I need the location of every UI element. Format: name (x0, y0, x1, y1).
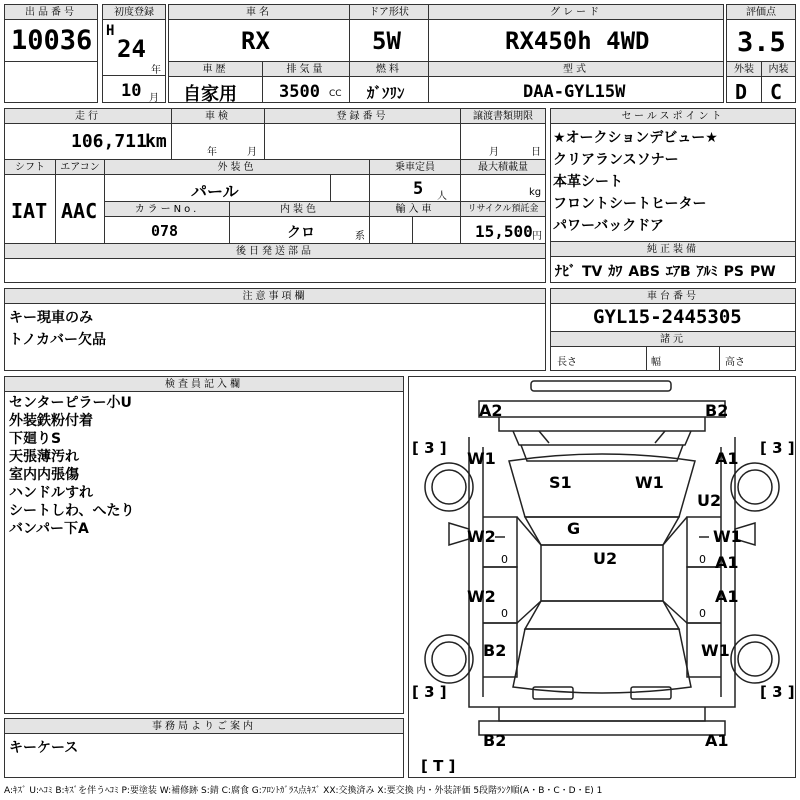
car-outline-svg (409, 377, 795, 777)
interior-color: クロ (287, 225, 315, 241)
interior-color-unit: 系 (355, 231, 365, 242)
color-no: 078 (151, 222, 179, 240)
import-label: 輸入車 (370, 202, 460, 217)
tire-rr-mark: [ 3 ] (760, 683, 795, 701)
fuel-label: 燃料 (350, 62, 428, 77)
transfer-month-unit: 月 (489, 147, 499, 158)
load-unit: kg (529, 187, 542, 198)
main-info-box (168, 4, 724, 103)
mark-quarter-right: W1 (701, 641, 730, 660)
reg-year: 24 (117, 35, 146, 63)
mark-roof: G (567, 519, 581, 538)
note-line: トノカバー欠品 (9, 332, 107, 348)
inspector-box (4, 376, 404, 714)
mark-door-rr: A1 (715, 587, 739, 606)
inspection-month-unit: 月 (247, 147, 257, 158)
mileage-unit: km (145, 131, 167, 152)
sales-label: セールスポイント (551, 109, 795, 124)
height-label: 高さ (725, 357, 745, 368)
shift-label: シフト (5, 160, 55, 175)
model: DAA-GYL15W (523, 82, 626, 102)
exterior-grade: D (735, 80, 748, 104)
reg-month: 10 (121, 81, 142, 101)
capacity-unit: 人 (437, 191, 447, 202)
tire-fl-mark: [ 3 ] (412, 439, 447, 457)
color-label: 外装色 (105, 160, 369, 175)
inspector-line: ハンドルすれ (9, 485, 93, 501)
mileage: 106,711 (71, 131, 147, 152)
later-parts-label: 後日発送部品 (5, 244, 545, 259)
interior-grade: C (770, 80, 783, 104)
office-text: キーケース (9, 740, 79, 756)
mark-door-fr-2: A1 (715, 553, 739, 572)
sales-list (553, 127, 718, 237)
equipment-item: TV (582, 264, 603, 280)
trunk-mark: [ T ] (421, 757, 456, 775)
mark-fender-left: W1 (467, 449, 496, 468)
color: パール (191, 182, 239, 201)
transfer-label: 譲渡書類期限 (461, 109, 545, 124)
equipment-item: ｱﾙﾐ (696, 264, 718, 280)
lot-label: 出品番号 (5, 5, 97, 20)
chassis-label: 車台番号 (551, 289, 795, 304)
inspection-label: 車検 (172, 109, 264, 124)
history-label: 車歴 (169, 62, 262, 77)
inspector-label: 検査員記入欄 (5, 377, 403, 392)
sales-point: クリアランスソナー (553, 152, 679, 168)
ac-label: エアコン (56, 160, 104, 175)
legend: A:ｷｽﾞ U:ﾍｺﾐ B:ｷｽﾞを伴うﾍｺﾐ P:要塗装 W:補修跡 S:錆 C:腐食 G:ﾌﾛﾝﾄｶﾞﾗｽ点ｷｽﾞ XX:交換済み X:要交換 内・外装評価 5段階ﾗﾝｸ順(A・B・C・D・E) 1 (4, 786, 603, 796)
grade-label: グレード (429, 5, 723, 20)
ac: AAC (61, 199, 98, 223)
car-diagram (408, 376, 796, 778)
equipment-list (555, 261, 782, 281)
shift: IAT (11, 199, 48, 223)
car-name: RX (241, 27, 270, 55)
sales-box (550, 108, 796, 283)
inspection-year-unit: 年 (207, 147, 217, 158)
mileage-label: 走行 (5, 109, 171, 124)
year-unit: 年 (151, 65, 161, 76)
inspector-line: 室内内張傷 (9, 467, 79, 483)
cc-unit: CC (329, 89, 342, 99)
tire-rl-mark: [ 3 ] (412, 683, 447, 701)
inspector-line: バンパー下A (9, 521, 89, 537)
inspector-line: センターピラー小U (9, 395, 132, 411)
history: 自家用 (183, 84, 237, 105)
recycle: 15,500 (475, 222, 533, 241)
lot-box (4, 4, 98, 103)
recycle-label: リサイクル預託金 (461, 202, 545, 217)
mark-fender-right: A1 (715, 449, 739, 468)
notes-label: 注意事項欄 (5, 289, 545, 304)
mark-door-rl: W2 (467, 587, 496, 606)
score-box (726, 4, 796, 103)
inspector-line: 天張薄汚れ (9, 449, 79, 465)
sales-point: フロントシートヒーター (553, 196, 707, 212)
spec-label: 諸元 (551, 332, 795, 347)
fuel: ｶﾞｿﾘﾝ (367, 84, 405, 102)
office-box (4, 718, 404, 778)
first-reg-label: 初度登録 (103, 5, 165, 20)
capacity: 5 (413, 179, 424, 199)
load-label: 最大積載量 (461, 160, 545, 175)
door-type: 5W (372, 27, 401, 55)
reg-label: 登録番号 (265, 109, 460, 124)
interior-label: 内装 (762, 62, 795, 77)
mark-hood-left: S1 (549, 473, 572, 492)
zero-mark-2: 0 (699, 553, 706, 566)
era: H (106, 23, 115, 39)
displacement: 3500 (279, 82, 320, 102)
mark-door-fr-1: W1 (713, 527, 742, 546)
mark-front-right: B2 (705, 401, 729, 420)
model-label: 型式 (429, 62, 723, 77)
score: 3.5 (737, 27, 786, 58)
month-unit: 月 (149, 93, 159, 104)
chassis-box (550, 288, 796, 371)
zero-mark-4: 0 (699, 607, 706, 620)
mark-rear-left: B2 (483, 731, 507, 750)
car-name-label: 車名 (169, 5, 349, 20)
chassis-number: GYL15-2445305 (593, 306, 742, 328)
detail-box (4, 108, 546, 283)
equipment-item: PS (723, 264, 744, 280)
equipment-item: ABS (628, 264, 660, 280)
transfer-day-unit: 日 (531, 147, 541, 158)
displacement-label: 排気量 (263, 62, 349, 77)
sales-point: ★オークションデビュー★ (553, 130, 718, 146)
mark-front-left: A2 (479, 401, 503, 420)
zero-mark-3: 0 (501, 607, 508, 620)
exterior-label: 外装 (727, 62, 761, 77)
tire-fr-mark: [ 3 ] (760, 439, 795, 457)
lot-number: 10036 (11, 25, 93, 56)
equipment-label: 純正装備 (551, 242, 795, 257)
sales-point: 本革シート (553, 174, 623, 190)
mark-center: U2 (593, 549, 618, 568)
notes-list (9, 307, 106, 351)
length-label: 長さ (557, 357, 577, 368)
capacity-label: 乗車定員 (370, 160, 460, 175)
interior-color-label: 内装色 (230, 202, 369, 217)
inspector-line: 下廻りS (9, 431, 62, 447)
inspector-line: シートしわ、へたり (9, 503, 135, 519)
recycle-unit: 円 (532, 231, 542, 242)
mark-quarter-left: B2 (483, 641, 507, 660)
equipment-item: PW (750, 264, 776, 280)
mark-hood-right: W1 (635, 473, 664, 492)
mark-door-fl: W2 (467, 527, 496, 546)
inspector-list (9, 394, 134, 538)
equipment-item: ｴｱB (665, 264, 691, 280)
equipment-item: ﾅﾋﾞ (555, 264, 576, 280)
score-label: 評価点 (727, 5, 795, 20)
width-label: 幅 (651, 357, 661, 368)
door-label: ドア形状 (350, 5, 428, 20)
sales-point: パワーバックドア (553, 218, 664, 234)
inspector-line: 外装鉄粉付着 (9, 413, 93, 429)
first-reg-box (102, 4, 166, 103)
equipment-item: ｶﾜ (608, 264, 623, 280)
mark-rear-right: A1 (705, 731, 729, 750)
office-label: 事務局よりご案内 (5, 719, 403, 734)
mark-pillar-right: U2 (697, 491, 722, 510)
grade: RX450h 4WD (505, 27, 650, 55)
color-no-label: カラーNo. (105, 202, 229, 217)
note-line: キー現車のみ (9, 310, 93, 326)
zero-mark-1: 0 (501, 553, 508, 566)
notes-box (4, 288, 546, 371)
